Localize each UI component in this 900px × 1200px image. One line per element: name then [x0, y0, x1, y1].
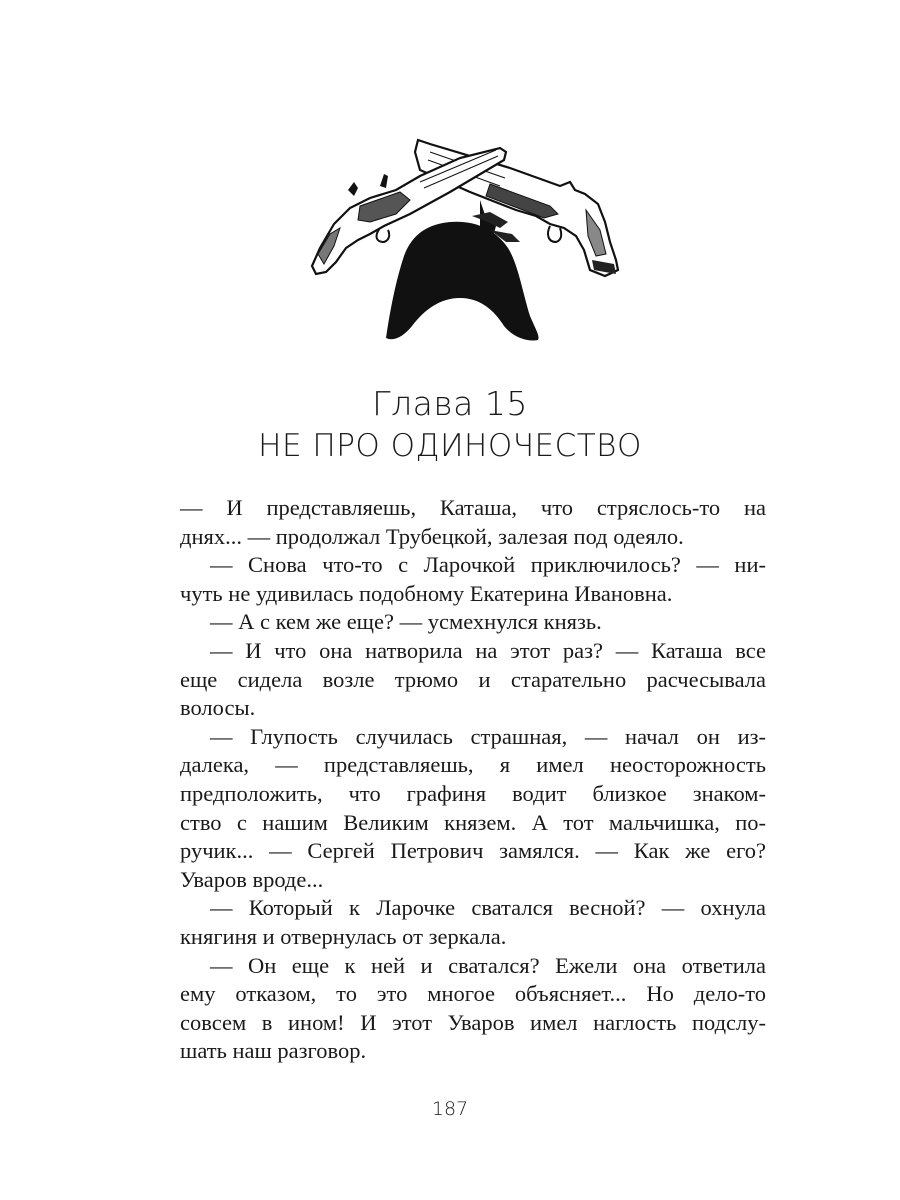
- chapter-number: Глава 15: [372, 384, 528, 423]
- text-line: далека, — представляешь, я имел неосторожность: [180, 752, 766, 778]
- text-line: шать наш разговор.: [180, 1038, 367, 1064]
- text-line: ство с нашим Великим князем. А тот мальчишка, по-: [180, 809, 766, 835]
- text-line: еще сидела возле трюмо и старательно расчесывала: [180, 666, 766, 692]
- text-line: днях... — продолжал Трубецкой, залезая под одеяло.: [180, 523, 684, 549]
- text-line: предположить, что графиня водит близкое знаком-: [180, 780, 766, 806]
- text-line: — И представляешь, Каташа, что стряслось-то на: [180, 495, 766, 520]
- text-line: княгиня и отвернулась от зеркала.: [180, 923, 507, 949]
- text-line: — А с кем же еще? — усмехнулся князь.: [210, 609, 602, 635]
- page-number: 187: [431, 1098, 469, 1120]
- text-line: ручик... — Сергей Петрович замялся. — Как же его?: [180, 838, 766, 864]
- text-line: совсем в ином! И этот Уваров имел наглость подслу-: [180, 1009, 766, 1035]
- text-line: волосы.: [180, 695, 256, 721]
- text-line: — Который к Ларочке сватался весной? — охнула: [210, 895, 766, 921]
- text-line: — Он еще к ней и сватался? Ежели она ответила: [210, 952, 766, 978]
- bicorne-hat-icon: [386, 200, 539, 340]
- text-line: ему отказом, то это многое объясняет... Но дело-то: [180, 981, 766, 1007]
- chapter-illustration: [300, 130, 630, 345]
- chapter-body-text: [180, 494, 766, 1066]
- text-line: чуть не удивилась подобному Екатерина Ивановна.: [180, 580, 673, 606]
- text-line: — Глупость случилась страшная, — начал он из-: [210, 723, 766, 749]
- text-line: — И что она натворила на этот раз? — Каташа все: [210, 637, 766, 663]
- chapter-title: НЕ ПРО ОДИНОЧЕСТВО: [258, 428, 642, 464]
- text-line: Уваров вроде...: [180, 866, 324, 892]
- text-line: — Снова что-то с Ларочкой приключилось? — ни-: [210, 552, 766, 578]
